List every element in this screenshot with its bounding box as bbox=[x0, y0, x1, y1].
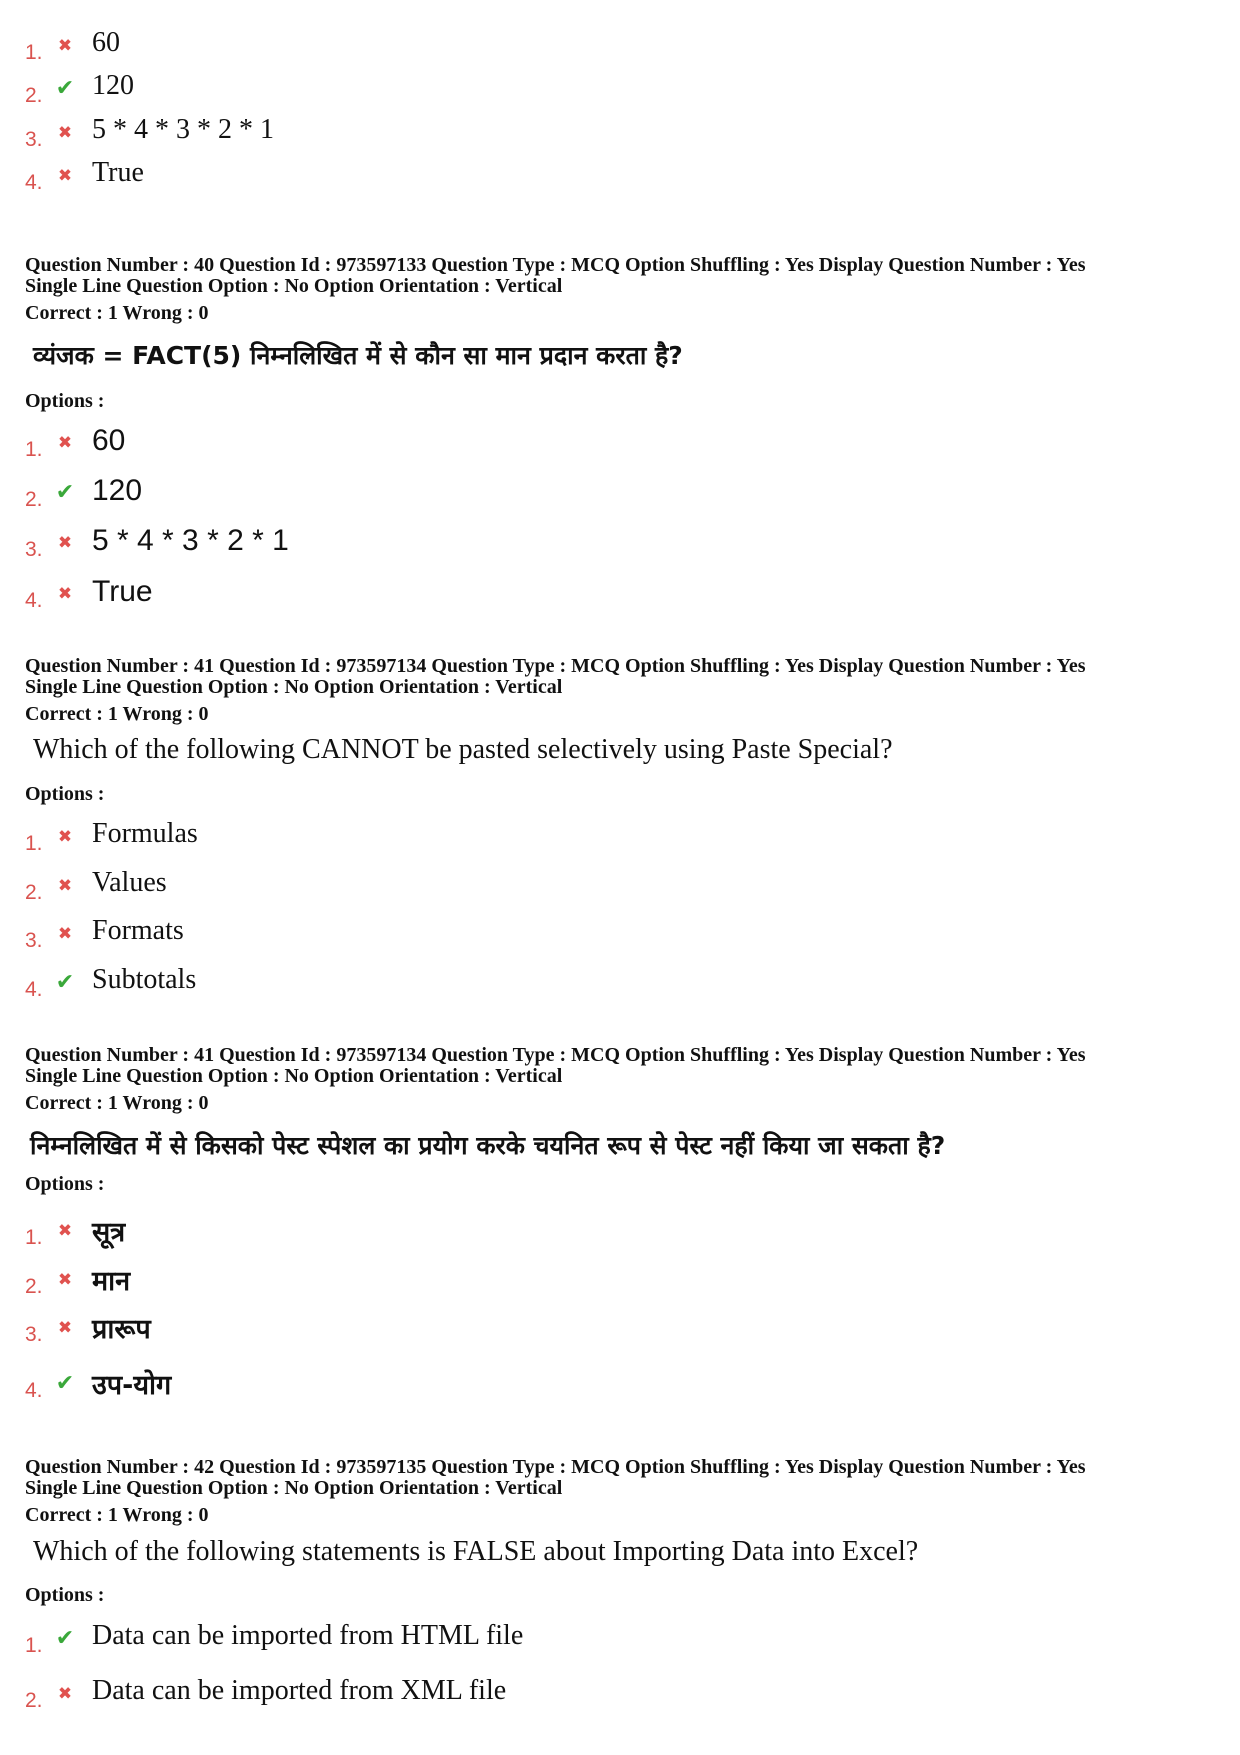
option-number: 1. bbox=[25, 41, 43, 64]
option-text: True bbox=[92, 575, 153, 608]
wrong-cross-icon: ✖ bbox=[57, 1318, 73, 1338]
option-text: 60 bbox=[92, 424, 126, 457]
wrong-cross-icon: ✖ bbox=[57, 1221, 73, 1241]
option-text: प्रारूप bbox=[92, 1314, 151, 1345]
option-row bbox=[0, 1309, 1200, 1349]
wrong-cross-icon: ✖ bbox=[57, 584, 73, 604]
option-number: 2. bbox=[25, 1689, 43, 1712]
question-meta bbox=[25, 1457, 1085, 1499]
option-number: 4. bbox=[25, 1379, 43, 1402]
option-row bbox=[0, 964, 1200, 1004]
option-number: 3. bbox=[25, 1323, 43, 1346]
question-text: Which of the following CANNOT be pasted selectively using Paste Special? bbox=[33, 734, 893, 765]
option-text: Formulas bbox=[92, 818, 198, 849]
question-meta bbox=[25, 656, 1085, 698]
question-meta-line2: Single Line Question Option : No Option Orientation : Vertical bbox=[25, 1065, 563, 1087]
option-text: Values bbox=[92, 867, 167, 898]
question-meta-line1: Question Number : 40 Question Id : 973597133 Question Type : MCQ Option Shuffling : Yes Display Question Number : Yes bbox=[25, 254, 1086, 276]
question-meta-line1: Question Number : 42 Question Id : 973597135 Question Type : MCQ Option Shuffling : Yes Display Question Number : Yes bbox=[25, 1456, 1086, 1478]
option-number: 1. bbox=[25, 832, 43, 855]
option-text: 60 bbox=[92, 27, 120, 58]
option-number: 1. bbox=[25, 438, 43, 461]
correct-wrong-marks: Correct : 1 Wrong : 0 bbox=[25, 1092, 209, 1114]
option-number: 1. bbox=[25, 1634, 43, 1657]
wrong-cross-icon: ✖ bbox=[57, 827, 73, 847]
option-row bbox=[0, 524, 1200, 564]
option-text: उप-योग bbox=[92, 1370, 172, 1401]
wrong-cross-icon: ✖ bbox=[57, 876, 73, 896]
question-text: Which of the following statements is FALSE about Importing Data into Excel? bbox=[33, 1536, 919, 1567]
correct-wrong-marks: Correct : 1 Wrong : 0 bbox=[25, 1504, 209, 1526]
option-number: 3. bbox=[25, 538, 43, 561]
option-row bbox=[0, 818, 1200, 858]
option-row bbox=[0, 867, 1200, 907]
option-text: Data can be imported from XML file bbox=[92, 1675, 507, 1706]
wrong-cross-icon: ✖ bbox=[57, 166, 73, 186]
option-row bbox=[0, 424, 1200, 464]
option-number: 4. bbox=[25, 589, 43, 612]
option-row bbox=[0, 157, 1200, 197]
option-number: 2. bbox=[25, 881, 43, 904]
option-number: 4. bbox=[25, 978, 43, 1001]
correct-wrong-marks: Correct : 1 Wrong : 0 bbox=[25, 302, 209, 324]
option-number: 1. bbox=[25, 1226, 43, 1249]
options-label: Options : bbox=[25, 1584, 105, 1606]
correct-check-icon: ✔ bbox=[55, 970, 75, 995]
correct-check-icon: ✔ bbox=[55, 76, 75, 101]
option-row bbox=[0, 1365, 1200, 1405]
option-row bbox=[0, 1212, 1200, 1252]
option-text: सूत्र bbox=[92, 1217, 126, 1248]
option-number: 3. bbox=[25, 128, 43, 151]
option-text: Subtotals bbox=[92, 964, 197, 995]
option-text: 120 bbox=[92, 70, 134, 101]
question-meta-line2: Single Line Question Option : No Option Orientation : Vertical bbox=[25, 275, 563, 297]
question-meta bbox=[25, 255, 1085, 297]
wrong-cross-icon: ✖ bbox=[57, 1270, 73, 1290]
options-label: Options : bbox=[25, 783, 105, 805]
option-row bbox=[0, 575, 1200, 615]
wrong-cross-icon: ✖ bbox=[57, 1684, 73, 1704]
option-number: 2. bbox=[25, 1275, 43, 1298]
wrong-cross-icon: ✖ bbox=[57, 924, 73, 944]
wrong-cross-icon: ✖ bbox=[57, 123, 73, 143]
option-row bbox=[0, 1261, 1200, 1301]
option-text: 120 bbox=[92, 474, 143, 507]
question-meta-line1: Question Number : 41 Question Id : 973597134 Question Type : MCQ Option Shuffling : Yes Display Question Number : Yes bbox=[25, 1044, 1086, 1066]
option-text: Data can be imported from HTML file bbox=[92, 1620, 524, 1651]
wrong-cross-icon: ✖ bbox=[57, 433, 73, 453]
option-number: 4. bbox=[25, 171, 43, 194]
option-row bbox=[0, 27, 1200, 67]
option-row bbox=[0, 1620, 1200, 1660]
question-meta-line1: Question Number : 41 Question Id : 973597134 Question Type : MCQ Option Shuffling : Yes Display Question Number : Yes bbox=[25, 655, 1086, 677]
question-meta-line2: Single Line Question Option : No Option Orientation : Vertical bbox=[25, 1477, 563, 1499]
question-meta bbox=[25, 1045, 1085, 1087]
option-row bbox=[0, 114, 1200, 154]
option-number: 2. bbox=[25, 488, 43, 511]
question-meta-line2: Single Line Question Option : No Option Orientation : Vertical bbox=[25, 676, 563, 698]
correct-wrong-marks: Correct : 1 Wrong : 0 bbox=[25, 703, 209, 725]
wrong-cross-icon: ✖ bbox=[57, 533, 73, 553]
correct-check-icon: ✔ bbox=[55, 1626, 75, 1651]
option-text: 5 * 4 * 3 * 2 * 1 bbox=[92, 524, 289, 557]
option-text: 5 * 4 * 3 * 2 * 1 bbox=[92, 114, 274, 145]
option-number: 2. bbox=[25, 84, 43, 107]
options-label: Options : bbox=[25, 390, 105, 412]
option-row bbox=[0, 915, 1200, 955]
question-text: व्यंजक = FACT(5) निम्नलिखित में से कौन सा मान प्रदान करता है? bbox=[33, 341, 683, 370]
option-text: Formats bbox=[92, 915, 184, 946]
option-number: 3. bbox=[25, 929, 43, 952]
option-text: मान bbox=[92, 1266, 131, 1297]
correct-check-icon: ✔ bbox=[55, 480, 75, 505]
options-label: Options : bbox=[25, 1173, 105, 1195]
option-row bbox=[0, 474, 1200, 514]
option-row bbox=[0, 70, 1200, 110]
wrong-cross-icon: ✖ bbox=[57, 36, 73, 56]
option-text: True bbox=[92, 157, 144, 188]
option-row bbox=[0, 1675, 1200, 1715]
correct-check-icon: ✔ bbox=[55, 1371, 75, 1396]
question-text: निम्नलिखित में से किसको पेस्ट स्पेशल का प्रयोग करके चयनित रूप से पेस्ट नहीं किया जा सकता है? bbox=[30, 1131, 946, 1160]
